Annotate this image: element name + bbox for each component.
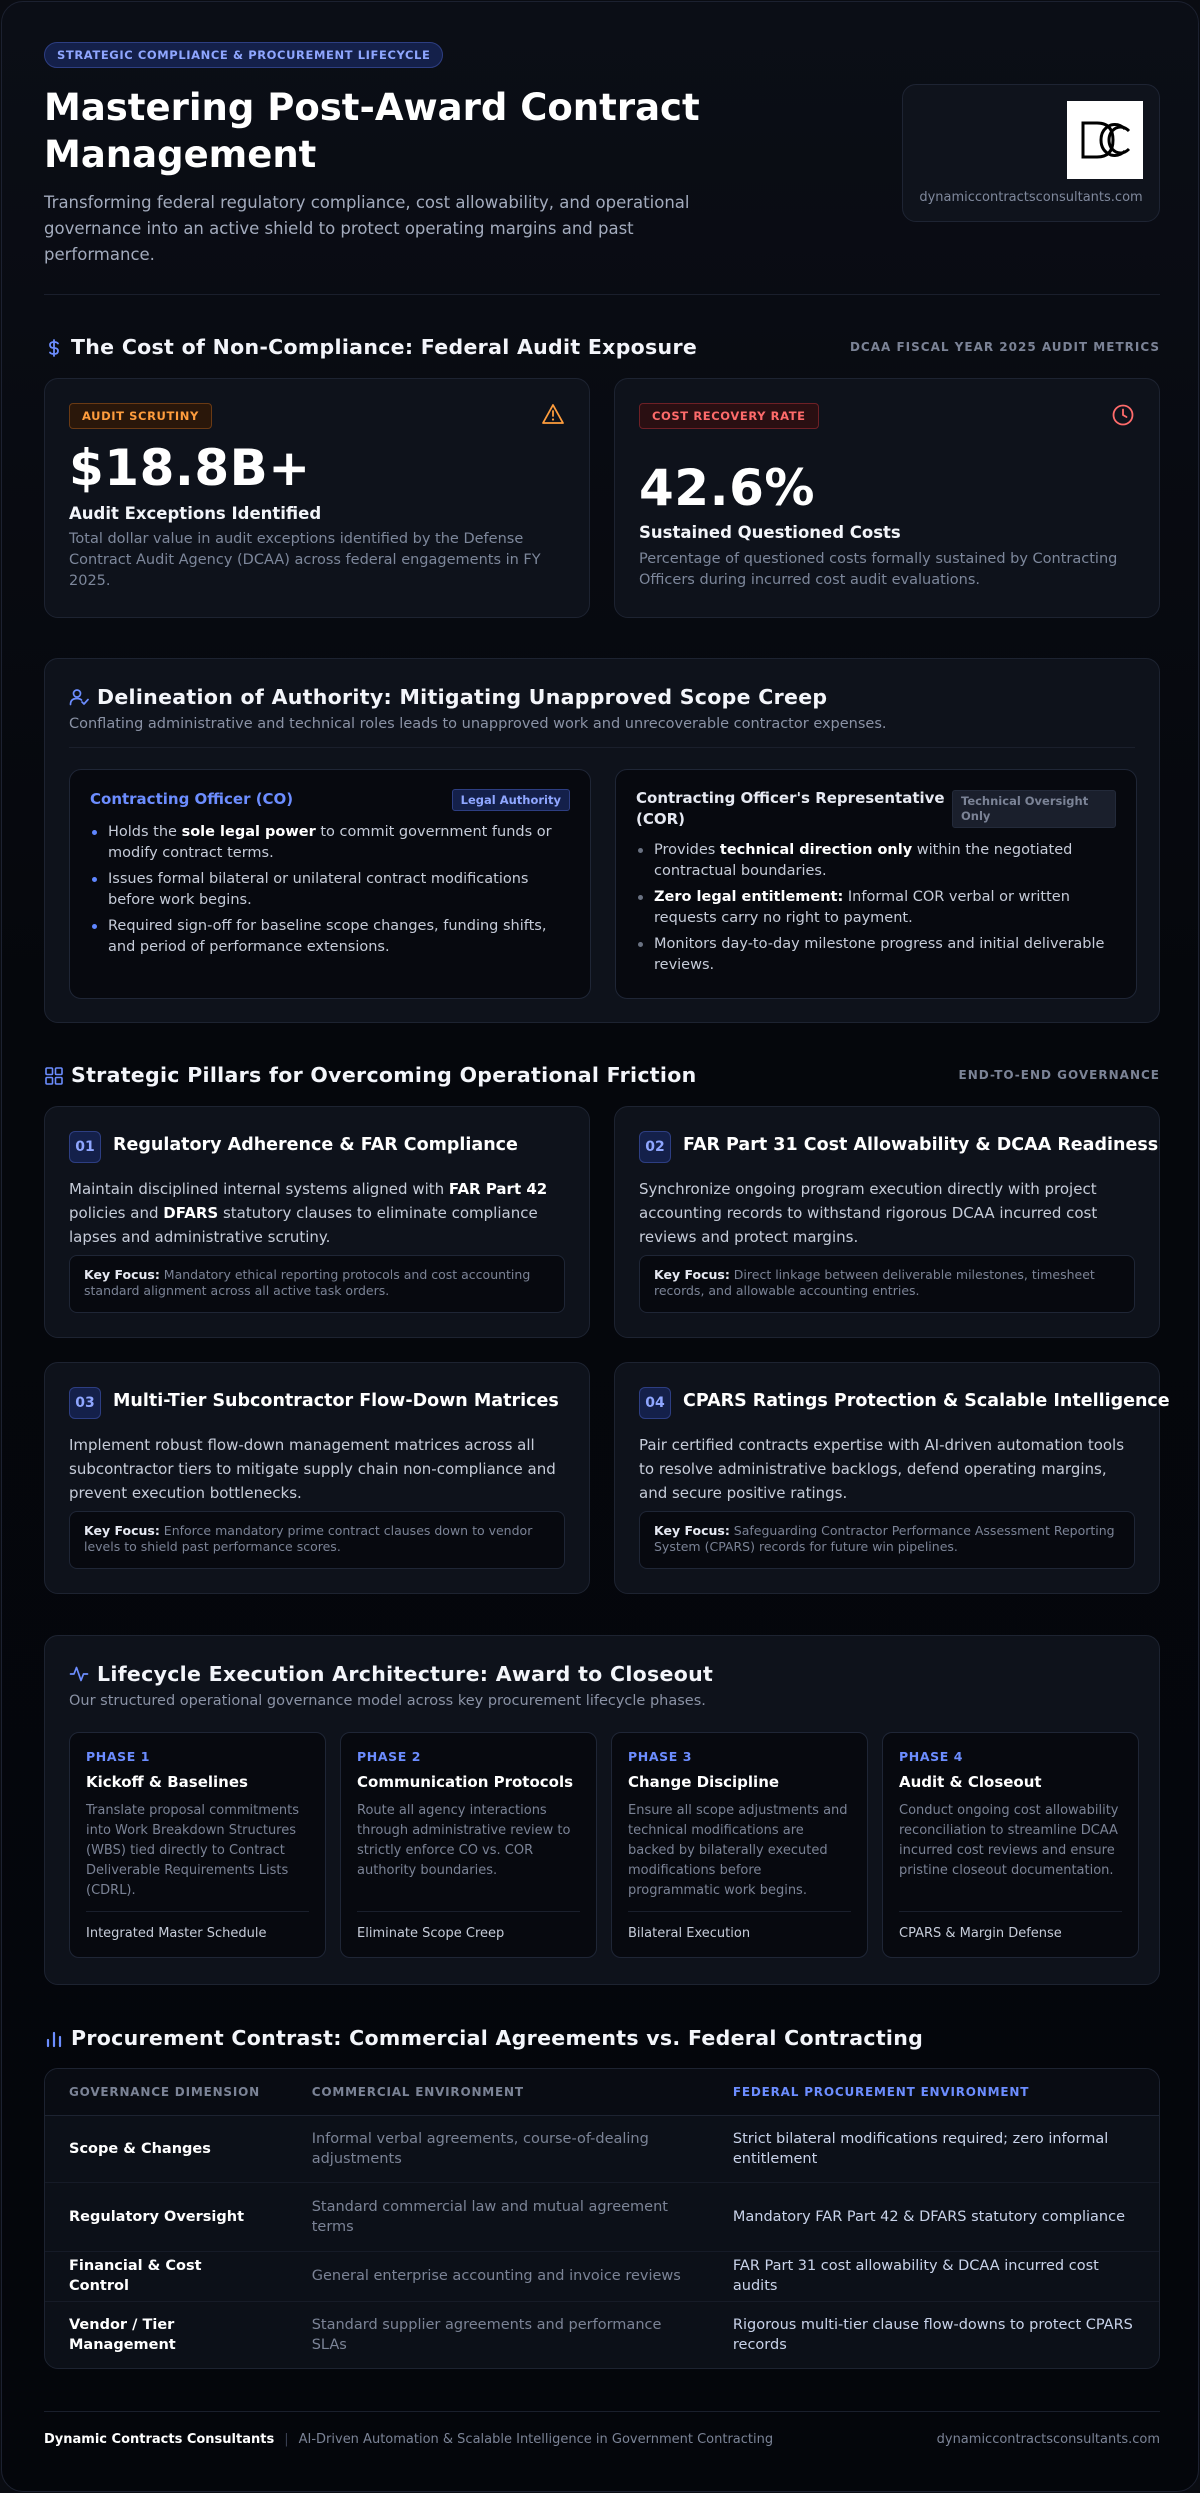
table-header-row [45,2069,1159,2115]
grid-icon [44,1066,64,1086]
contrast-table [44,2068,1160,2369]
footer-url[interactable]: dynamiccontractsconsultants.com [936,2432,1160,2447]
table-row [45,2251,1159,2301]
table-cell: Scope & Changes [45,2115,288,2182]
phase-title: Audit & Closeout [899,1773,1042,1791]
table-row [45,2182,1159,2251]
cor-bullet: Monitors day-to-day milestone progress and initial deliverable reviews. [636,934,1112,976]
cor-card [615,769,1137,999]
authority-subtitle: Conflating administrative and technical roles leads to unapproved work and unrecoverable contractor expenses. [69,716,887,732]
column-header: GOVERNANCE DIMENSION [45,2069,288,2115]
authority-card [44,658,1160,1023]
pillar-number: 01 [69,1131,101,1163]
table-cell: Informal verbal agreements, course-of-dealing adjustments [288,2115,709,2182]
contrast-section-title: Procurement Contrast: Commercial Agreements vs. Federal Contracting [71,2026,924,2050]
column-header: FEDERAL PROCUREMENT ENVIRONMENT [709,2069,1159,2115]
key-focus-box: Key Focus: Safeguarding Contractor Performance Assessment Reporting System (CPARS) records for future win pipelines. [639,1511,1135,1569]
phase-outcome: Integrated Master Schedule [86,1926,267,1941]
pillars-section-header [44,1063,1160,1093]
pillars-section-title: Strategic Pillars for Overcoming Operational Friction [71,1063,697,1087]
footer-separator: | [284,2432,289,2447]
phase-divider [86,1911,309,1912]
authority-title: Delineation of Authority: Mitigating Unapproved Scope Creep [97,685,828,709]
key-focus-box: Key Focus: Enforce mandatory prime contract clauses down to vendor levels to shield past performance scores. [69,1511,565,1569]
questioned-costs-value: 42.6% [639,459,815,517]
audit-exceptions-value: $18.8B+ [69,439,311,497]
hero-badge: STRATEGIC COMPLIANCE & PROCUREMENT LIFECYCLE [44,42,443,68]
page-title: Mastering Post-Award Contract Management [44,86,700,176]
phase-divider [628,1911,851,1912]
lifecycle-subtitle: Our structured operational governance model across key procurement lifecycle phases. [69,1693,706,1709]
co-title: Contracting Officer (CO) [90,790,294,808]
cost-recovery-tag: COST RECOVERY RATE [639,403,819,429]
phase-card-2 [340,1732,597,1958]
phase-title: Kickoff & Baselines [86,1773,248,1791]
footer-brand: Dynamic Contracts Consultants [44,2432,275,2447]
cor-bullet: Provides technical direction only within the negotiated contractual boundaries. [636,840,1112,882]
pillar-desc: Maintain disciplined internal systems aligned with FAR Part 42 policies and DFARS statutory clauses to eliminate compliance lapses and administrative scrutiny. [69,1180,548,1246]
warning-icon [541,403,565,425]
phase-desc: Translate proposal commitments into Work Breakdown Structures (WBS) tied directly to Contract Deliverable Requirements Lists (CDRL). [86,1803,300,1898]
table-cell: Standard commercial law and mutual agreement terms [288,2182,709,2251]
key-focus-box: Key Focus: Mandatory ethical reporting protocols and cost accounting standard alignment across all active task orders. [69,1255,565,1313]
dcc-logo-mark [1067,101,1143,179]
phase-title: Communication Protocols [357,1773,574,1791]
phase-card-4 [882,1732,1139,1958]
cor-bullet: Zero legal entitlement: Informal COR verbal or written requests carry no right to payment. [636,887,1112,929]
user-check-icon [69,687,89,707]
lifecycle-title: Lifecycle Execution Architecture: Award to Closeout [97,1662,714,1686]
pillar-card-3 [44,1362,590,1594]
pillar-card-4 [614,1362,1170,1594]
logo-card[interactable] [902,84,1160,222]
phase-desc: Ensure all scope adjustments and technical modifications are backed by bilaterally executed modifications before programmatic work begins. [628,1803,848,1898]
co-card [69,769,591,999]
pillar-card-1 [44,1106,590,1338]
cor-title: Contracting Officer's Representative (COR) [636,789,945,828]
lifecycle-card [44,1635,1160,1985]
pillars-section-label: END-TO-END GOVERNANCE [958,1068,1160,1082]
audit-scrutiny-tag: AUDIT SCRUTINY [69,403,212,429]
phase-outcome: Eliminate Scope Creep [357,1926,505,1941]
pillar-title: Regulatory Adherence & FAR Compliance [113,1135,518,1155]
phase-desc: Route all agency interactions through administrative review to strictly enforce CO vs. COR authority boundaries. [357,1803,571,1878]
table-cell: General enterprise accounting and invoice reviews [288,2251,709,2301]
clock-icon [1111,403,1135,427]
phase-divider [357,1911,580,1912]
co-bullet: Required sign-off for baseline scope changes, funding shifts, and period of performance extensions. [90,916,566,958]
phase-desc: Conduct ongoing cost allowability reconciliation to streamline DCAA incurred cost reviews and ensure pristine closeout documentation. [899,1803,1119,1878]
pillar-number: 02 [639,1131,671,1163]
phase-title: Change Discipline [628,1773,780,1791]
table-cell: Standard supplier agreements and performance SLAs [311,2316,662,2353]
table-cell: Regulatory Oversight [45,2182,288,2251]
pillar-number: 04 [639,1387,671,1419]
key-focus-box: Key Focus: Direct linkage between deliverable milestones, timesheet records, and allowable accounting entries. [639,1255,1135,1313]
table-cell: Financial & Cost Control [45,2251,288,2301]
phase-outcome: Bilateral Execution [628,1926,751,1941]
dcc-logo [1067,101,1143,179]
table-cell: Rigorous multi-tier clause flow-downs to protect CPARS records [732,2316,1133,2353]
audit-exceptions-desc: Total dollar value in audit exceptions identified by the Defense Contract Audit Agency (DCAA) across federal engagements in FY 2025. [69,531,541,589]
table-row [45,2115,1159,2182]
phase-label: PHASE 2 [357,1749,422,1764]
table-cell: Strict bilateral modifications required; zero informal entitlement [709,2115,1159,2182]
table-cell: Vendor / Tier Management [69,2316,176,2353]
pillar-number: 03 [69,1387,101,1419]
activity-icon [69,1664,89,1684]
pillar-title: CPARS Ratings Protection & Scalable Intelligence [683,1391,1170,1411]
pillar-desc: Pair certified contracts expertise with AI-driven automation tools to resolve administrative backlogs, defend operating margins, and secure positive ratings. [639,1436,1125,1502]
audit-section-label: DCAA FISCAL YEAR 2025 AUDIT METRICS [849,340,1160,354]
phase-label: PHASE 4 [899,1749,964,1764]
pillar-desc: Synchronize ongoing program execution directly with project accounting records to withstand rigorous DCAA incurred cost reviews and protect margins. [639,1180,1098,1246]
authority-divider [69,747,1135,748]
bar-chart-icon [44,2029,64,2049]
phase-label: PHASE 3 [628,1749,693,1764]
co-bullet: Issues formal bilateral or unilateral contract modifications before work begins. [90,869,566,911]
phase-divider [899,1911,1122,1912]
page [1,1,1199,2492]
logo-url[interactable]: dynamiccontractsconsultants.com [919,190,1143,205]
phase-card-3 [611,1732,868,1958]
co-bullet: Holds the sole legal power to commit government funds or modify contract terms. [90,822,566,864]
technical-oversight-tag: Technical Oversight Only [952,790,1116,828]
questioned-costs-desc: Percentage of questioned costs formally sustained by Contracting Officers during incurred cost audit evaluations. [639,551,1118,588]
footer [44,2432,1160,2447]
hero [44,42,1160,262]
audit-exceptions-label: Audit Exceptions Identified [69,504,322,523]
phase-label: PHASE 1 [86,1749,151,1764]
audit-card-recovery [614,378,1160,618]
table-cell: Mandatory FAR Part 42 & DFARS statutory compliance [709,2182,1159,2251]
footer-divider [44,2411,1160,2412]
legal-authority-tag: Legal Authority [452,789,570,811]
footer-tagline: AI-Driven Automation & Scalable Intelligence in Government Contracting [298,2432,774,2447]
audit-card-exceptions [44,378,590,618]
divider [44,294,1160,295]
questioned-costs-label: Sustained Questioned Costs [639,523,901,542]
table-cell: FAR Part 31 cost allowability & DCAA incurred cost audits [709,2251,1159,2301]
audit-section-header [44,335,1160,365]
column-header: COMMERCIAL ENVIRONMENT [288,2069,709,2115]
pillar-title: FAR Part 31 Cost Allowability & DCAA Readiness [683,1135,1159,1155]
pillar-desc: Implement robust flow-down management matrices across all subcontractor tiers to mitigate supply chain non-compliance and prevent execution bottlenecks. [69,1436,556,1502]
pillar-title: Multi-Tier Subcontractor Flow-Down Matrices [113,1391,559,1411]
page-subtitle: Transforming federal regulatory compliance, cost allowability, and operational governance into an active shield to protect operating margins and past performance. [44,193,690,264]
audit-section-title: The Cost of Non-Compliance: Federal Audit Exposure [71,335,698,359]
pillar-card-2 [614,1106,1160,1338]
dollar-icon [44,338,64,358]
phase-card-1 [69,1732,326,1958]
table-row [45,2301,1159,2368]
phase-outcome: CPARS & Margin Defense [899,1926,1062,1941]
contrast-section-header [44,2026,1160,2056]
